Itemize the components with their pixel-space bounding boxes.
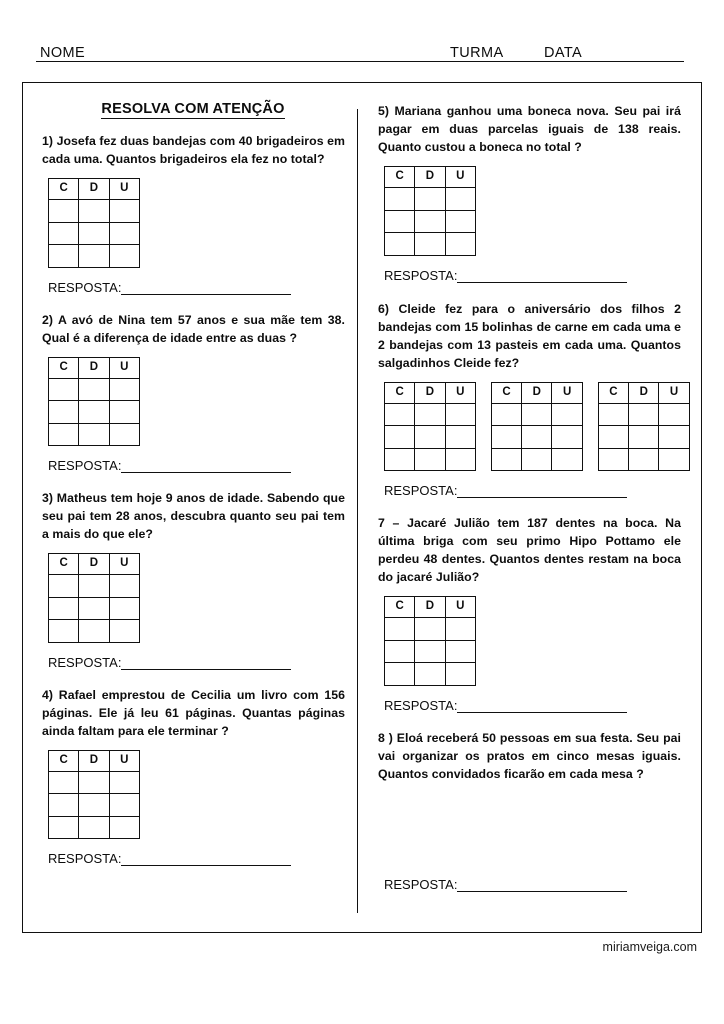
table-answer-cell[interactable] [79, 620, 109, 643]
place-value-table[interactable] [48, 178, 140, 268]
table-answer-cell[interactable] [445, 448, 475, 471]
question-7-text: 7 – Jacaré Julião tem 187 dentes na boca. Na última briga com seu primo Hipo Pottamo ele perdeu 48 dentes. Quantos dentes restam na boca do jacaré Julião? [378, 516, 681, 584]
table-row [385, 640, 476, 663]
table-row [385, 233, 476, 256]
table-header-cell: C [385, 382, 415, 403]
table-answer-cell[interactable] [109, 245, 139, 268]
table-answer-cell[interactable] [109, 575, 139, 598]
resposta-label: RESPOSTA: [48, 458, 122, 473]
question-8-text: 8 ) Eloá receberá 50 pessoas em sua festa. Seu pai vai organizar os pratos em cinco mesas iguais. Quantos convidados ficarão em cada mesa ? [378, 730, 681, 781]
question-7-resposta [375, 698, 683, 713]
question-1-resposta [39, 280, 347, 295]
table-header-cell: D [415, 382, 445, 403]
question-1 [39, 132, 347, 295]
table-header-cell: U [109, 750, 139, 771]
table-answer-cell[interactable] [79, 575, 109, 598]
table-header-cell: C [491, 382, 521, 403]
table-row [491, 448, 582, 471]
table-answer-cell[interactable] [109, 620, 139, 643]
place-value-table[interactable] [48, 357, 140, 447]
table-header-cell: D [415, 597, 445, 618]
table-header-cell: D [415, 167, 445, 188]
question-7 [375, 514, 683, 713]
question-3-tables [39, 553, 347, 643]
table-answer-cell[interactable] [79, 401, 109, 424]
table-answer-cell[interactable] [629, 448, 659, 471]
question-2 [39, 311, 347, 474]
table-answer-cell[interactable] [445, 663, 475, 686]
turma-label: TURMA [450, 44, 504, 61]
data-label: DATA [544, 44, 583, 61]
table-answer-cell[interactable] [445, 210, 475, 233]
table-row [49, 245, 140, 268]
place-value-table[interactable] [598, 382, 690, 472]
table-answer-cell[interactable] [552, 448, 582, 471]
table-header-cell: C [385, 597, 415, 618]
question-6 [375, 300, 683, 499]
table-header-cell: U [109, 357, 139, 378]
question-8-resposta [375, 877, 683, 892]
table-header-row [598, 382, 689, 403]
table-header-cell: U [445, 382, 475, 403]
table-answer-cell[interactable] [109, 597, 139, 620]
question-1-text: 1) Josefa fez duas bandejas com 40 brigadeiros em cada uma. Quantos brigadeiros ela fez no total? [42, 134, 345, 166]
table-answer-cell[interactable] [415, 188, 445, 211]
table-header-cell: C [49, 357, 79, 378]
table-answer-cell[interactable] [109, 771, 139, 794]
table-answer-cell[interactable] [49, 771, 79, 794]
question-1-tables [39, 178, 347, 268]
table-header-row [49, 554, 140, 575]
table-answer-cell[interactable] [415, 403, 445, 426]
table-row [385, 210, 476, 233]
table-answer-cell[interactable] [385, 640, 415, 663]
table-answer-cell[interactable] [415, 426, 445, 449]
resposta-input-line[interactable] [121, 282, 291, 295]
table-header-cell: C [49, 554, 79, 575]
table-header-cell: D [79, 179, 109, 200]
table-row [49, 597, 140, 620]
table-header-row [385, 597, 476, 618]
table-answer-cell[interactable] [491, 403, 521, 426]
table-answer-cell[interactable] [385, 210, 415, 233]
table-answer-cell[interactable] [385, 188, 415, 211]
table-answer-cell[interactable] [49, 222, 79, 245]
table-header-row [491, 382, 582, 403]
table-row [49, 423, 140, 446]
table-answer-cell[interactable] [598, 448, 628, 471]
resposta-input-line[interactable] [457, 879, 627, 892]
table-answer-cell[interactable] [445, 233, 475, 256]
worksheet-title [39, 101, 347, 118]
table-answer-cell[interactable] [385, 663, 415, 686]
table-row [385, 663, 476, 686]
table-answer-cell[interactable] [385, 403, 415, 426]
table-answer-cell[interactable] [598, 403, 628, 426]
resposta-label: RESPOSTA: [384, 483, 458, 498]
table-header-cell: U [552, 382, 582, 403]
table-row [49, 816, 140, 839]
table-header-cell: C [49, 179, 79, 200]
question-5-text: 5) Mariana ganhou uma boneca nova. Seu pai irá pagar em duas parcelas iguais de 138 reais. Quanto custou a boneca no total ? [378, 104, 681, 154]
table-header-cell: U [445, 597, 475, 618]
table-header-row [49, 750, 140, 771]
table-row [491, 403, 582, 426]
table-row [385, 403, 476, 426]
table-row [49, 378, 140, 401]
table-answer-cell[interactable] [79, 245, 109, 268]
table-answer-cell[interactable] [79, 423, 109, 446]
place-value-table[interactable] [384, 382, 476, 472]
table-answer-cell[interactable] [415, 618, 445, 641]
table-answer-cell[interactable] [659, 403, 689, 426]
table-answer-cell[interactable] [445, 188, 475, 211]
question-6-resposta [375, 483, 683, 498]
table-answer-cell[interactable] [415, 640, 445, 663]
header-writing-line [36, 61, 684, 62]
table-answer-cell[interactable] [445, 426, 475, 449]
table-answer-cell[interactable] [49, 401, 79, 424]
worksheet-box [22, 82, 702, 933]
resposta-label: RESPOSTA: [48, 654, 122, 670]
table-answer-cell[interactable] [598, 426, 628, 449]
table-answer-cell[interactable] [109, 378, 139, 401]
place-value-table[interactable] [384, 166, 476, 256]
question-4-resposta [39, 851, 347, 866]
table-header-cell: U [109, 179, 139, 200]
resposta-input-line[interactable] [457, 700, 627, 713]
question-3-resposta [39, 655, 347, 670]
table-row [385, 188, 476, 211]
table-answer-cell[interactable] [49, 816, 79, 839]
question-2-text: 2) A avó de Nina tem 57 anos e sua mãe tem 38. Qual é a diferença de idade entre as duas ? [42, 312, 345, 345]
question-5-tables [375, 166, 683, 256]
table-answer-cell[interactable] [49, 794, 79, 817]
table-answer-cell[interactable] [415, 448, 445, 471]
table-answer-cell[interactable] [49, 200, 79, 223]
table-answer-cell[interactable] [629, 426, 659, 449]
table-answer-cell[interactable] [79, 794, 109, 817]
question-4 [39, 686, 347, 867]
question-3-text: 3) Matheus tem hoje 9 anos de idade. Sabendo que seu pai tem 28 anos, descubra quanto seu pai tem a mais do que ele? [42, 491, 345, 541]
place-value-table[interactable] [491, 382, 583, 472]
table-row [598, 426, 689, 449]
question-8 [375, 729, 683, 892]
student-info-header [36, 36, 684, 62]
table-answer-cell[interactable] [445, 640, 475, 663]
right-column [365, 83, 693, 892]
table-answer-cell[interactable] [491, 426, 521, 449]
table-row [385, 448, 476, 471]
table-header-cell: C [598, 382, 628, 403]
table-answer-cell[interactable] [491, 448, 521, 471]
table-answer-cell[interactable] [49, 597, 79, 620]
table-row [49, 401, 140, 424]
table-answer-cell[interactable] [109, 423, 139, 446]
table-header-row [49, 179, 140, 200]
table-answer-cell[interactable] [385, 448, 415, 471]
table-answer-cell[interactable] [79, 378, 109, 401]
question-6-tables [375, 382, 683, 472]
table-row [49, 222, 140, 245]
table-header-cell: U [445, 167, 475, 188]
resposta-label: RESPOSTA: [384, 267, 458, 283]
table-answer-cell[interactable] [109, 222, 139, 245]
place-value-table[interactable] [48, 750, 140, 840]
table-answer-cell[interactable] [385, 233, 415, 256]
resposta-input-line[interactable] [121, 460, 291, 473]
question-3 [39, 489, 347, 670]
table-header-row [385, 382, 476, 403]
question-2-tables [39, 357, 347, 447]
table-header-cell: U [659, 382, 689, 403]
table-answer-cell[interactable] [659, 426, 689, 449]
resposta-label: RESPOSTA: [384, 697, 458, 713]
resposta-label: RESPOSTA: [48, 279, 122, 295]
question-7-tables [375, 596, 683, 686]
column-divider [357, 109, 358, 913]
table-header-row [385, 167, 476, 188]
table-answer-cell[interactable] [109, 816, 139, 839]
footer-credit: miriamveiga.com [602, 940, 697, 954]
table-row [491, 426, 582, 449]
table-answer-cell[interactable] [415, 663, 445, 686]
resposta-input-line[interactable] [457, 270, 627, 283]
table-row [598, 448, 689, 471]
table-header-cell: D [79, 357, 109, 378]
table-header-cell: D [79, 554, 109, 575]
table-row [598, 403, 689, 426]
table-row [49, 200, 140, 223]
table-answer-cell[interactable] [629, 403, 659, 426]
table-row [385, 426, 476, 449]
question-2-resposta [39, 458, 347, 473]
table-header-cell: U [109, 554, 139, 575]
table-answer-cell[interactable] [109, 794, 139, 817]
table-answer-cell[interactable] [415, 233, 445, 256]
table-answer-cell[interactable] [109, 401, 139, 424]
table-answer-cell[interactable] [445, 403, 475, 426]
table-answer-cell[interactable] [552, 426, 582, 449]
table-row [49, 575, 140, 598]
question-4-text: 4) Rafael emprestou de Cecilia um livro com 156 páginas. Ele já leu 61 páginas. Quantas páginas ainda faltam para ele terminar ? [42, 687, 345, 738]
table-answer-cell[interactable] [385, 426, 415, 449]
table-answer-cell[interactable] [385, 618, 415, 641]
table-answer-cell[interactable] [49, 620, 79, 643]
question-6-text: 6) Cleide fez para o aniversário dos filhos 2 bandejas com 15 bolinhas de carne em cada uma e 2 bandejas com 13 pasteis em cada uma. Quantos salgadinhos Cleide fez? [378, 301, 681, 370]
left-column [29, 83, 357, 866]
table-header-row [49, 357, 140, 378]
table-answer-cell[interactable] [522, 426, 552, 449]
place-value-table[interactable] [384, 596, 476, 686]
question-4-tables [39, 750, 347, 840]
table-answer-cell[interactable] [79, 200, 109, 223]
resposta-input-line[interactable] [121, 853, 291, 866]
nome-label: NOME [40, 44, 86, 61]
question-5 [375, 102, 683, 283]
table-header-cell: D [522, 382, 552, 403]
resposta-label: RESPOSTA: [384, 876, 458, 892]
resposta-input-line[interactable] [121, 657, 291, 670]
table-header-cell: C [385, 167, 415, 188]
table-answer-cell[interactable] [79, 771, 109, 794]
table-answer-cell[interactable] [552, 403, 582, 426]
table-row [49, 771, 140, 794]
table-answer-cell[interactable] [49, 245, 79, 268]
table-row [385, 618, 476, 641]
table-answer-cell[interactable] [522, 448, 552, 471]
table-answer-cell[interactable] [415, 210, 445, 233]
table-answer-cell[interactable] [79, 816, 109, 839]
table-header-cell: D [79, 750, 109, 771]
worksheet-title-text: RESOLVA COM ATENÇÃO [101, 101, 285, 117]
table-header-cell: C [49, 750, 79, 771]
table-row [49, 620, 140, 643]
table-answer-cell[interactable] [49, 423, 79, 446]
table-answer-cell[interactable] [49, 378, 79, 401]
table-answer-cell[interactable] [109, 200, 139, 223]
question-5-resposta [375, 268, 683, 283]
table-answer-cell[interactable] [445, 618, 475, 641]
place-value-table[interactable] [48, 553, 140, 643]
table-header-cell: D [629, 382, 659, 403]
table-row [49, 794, 140, 817]
resposta-input-line[interactable] [457, 485, 627, 498]
resposta-label: RESPOSTA: [48, 851, 122, 866]
table-answer-cell[interactable] [79, 222, 109, 245]
table-answer-cell[interactable] [79, 597, 109, 620]
table-answer-cell[interactable] [659, 448, 689, 471]
table-answer-cell[interactable] [49, 575, 79, 598]
table-answer-cell[interactable] [522, 403, 552, 426]
